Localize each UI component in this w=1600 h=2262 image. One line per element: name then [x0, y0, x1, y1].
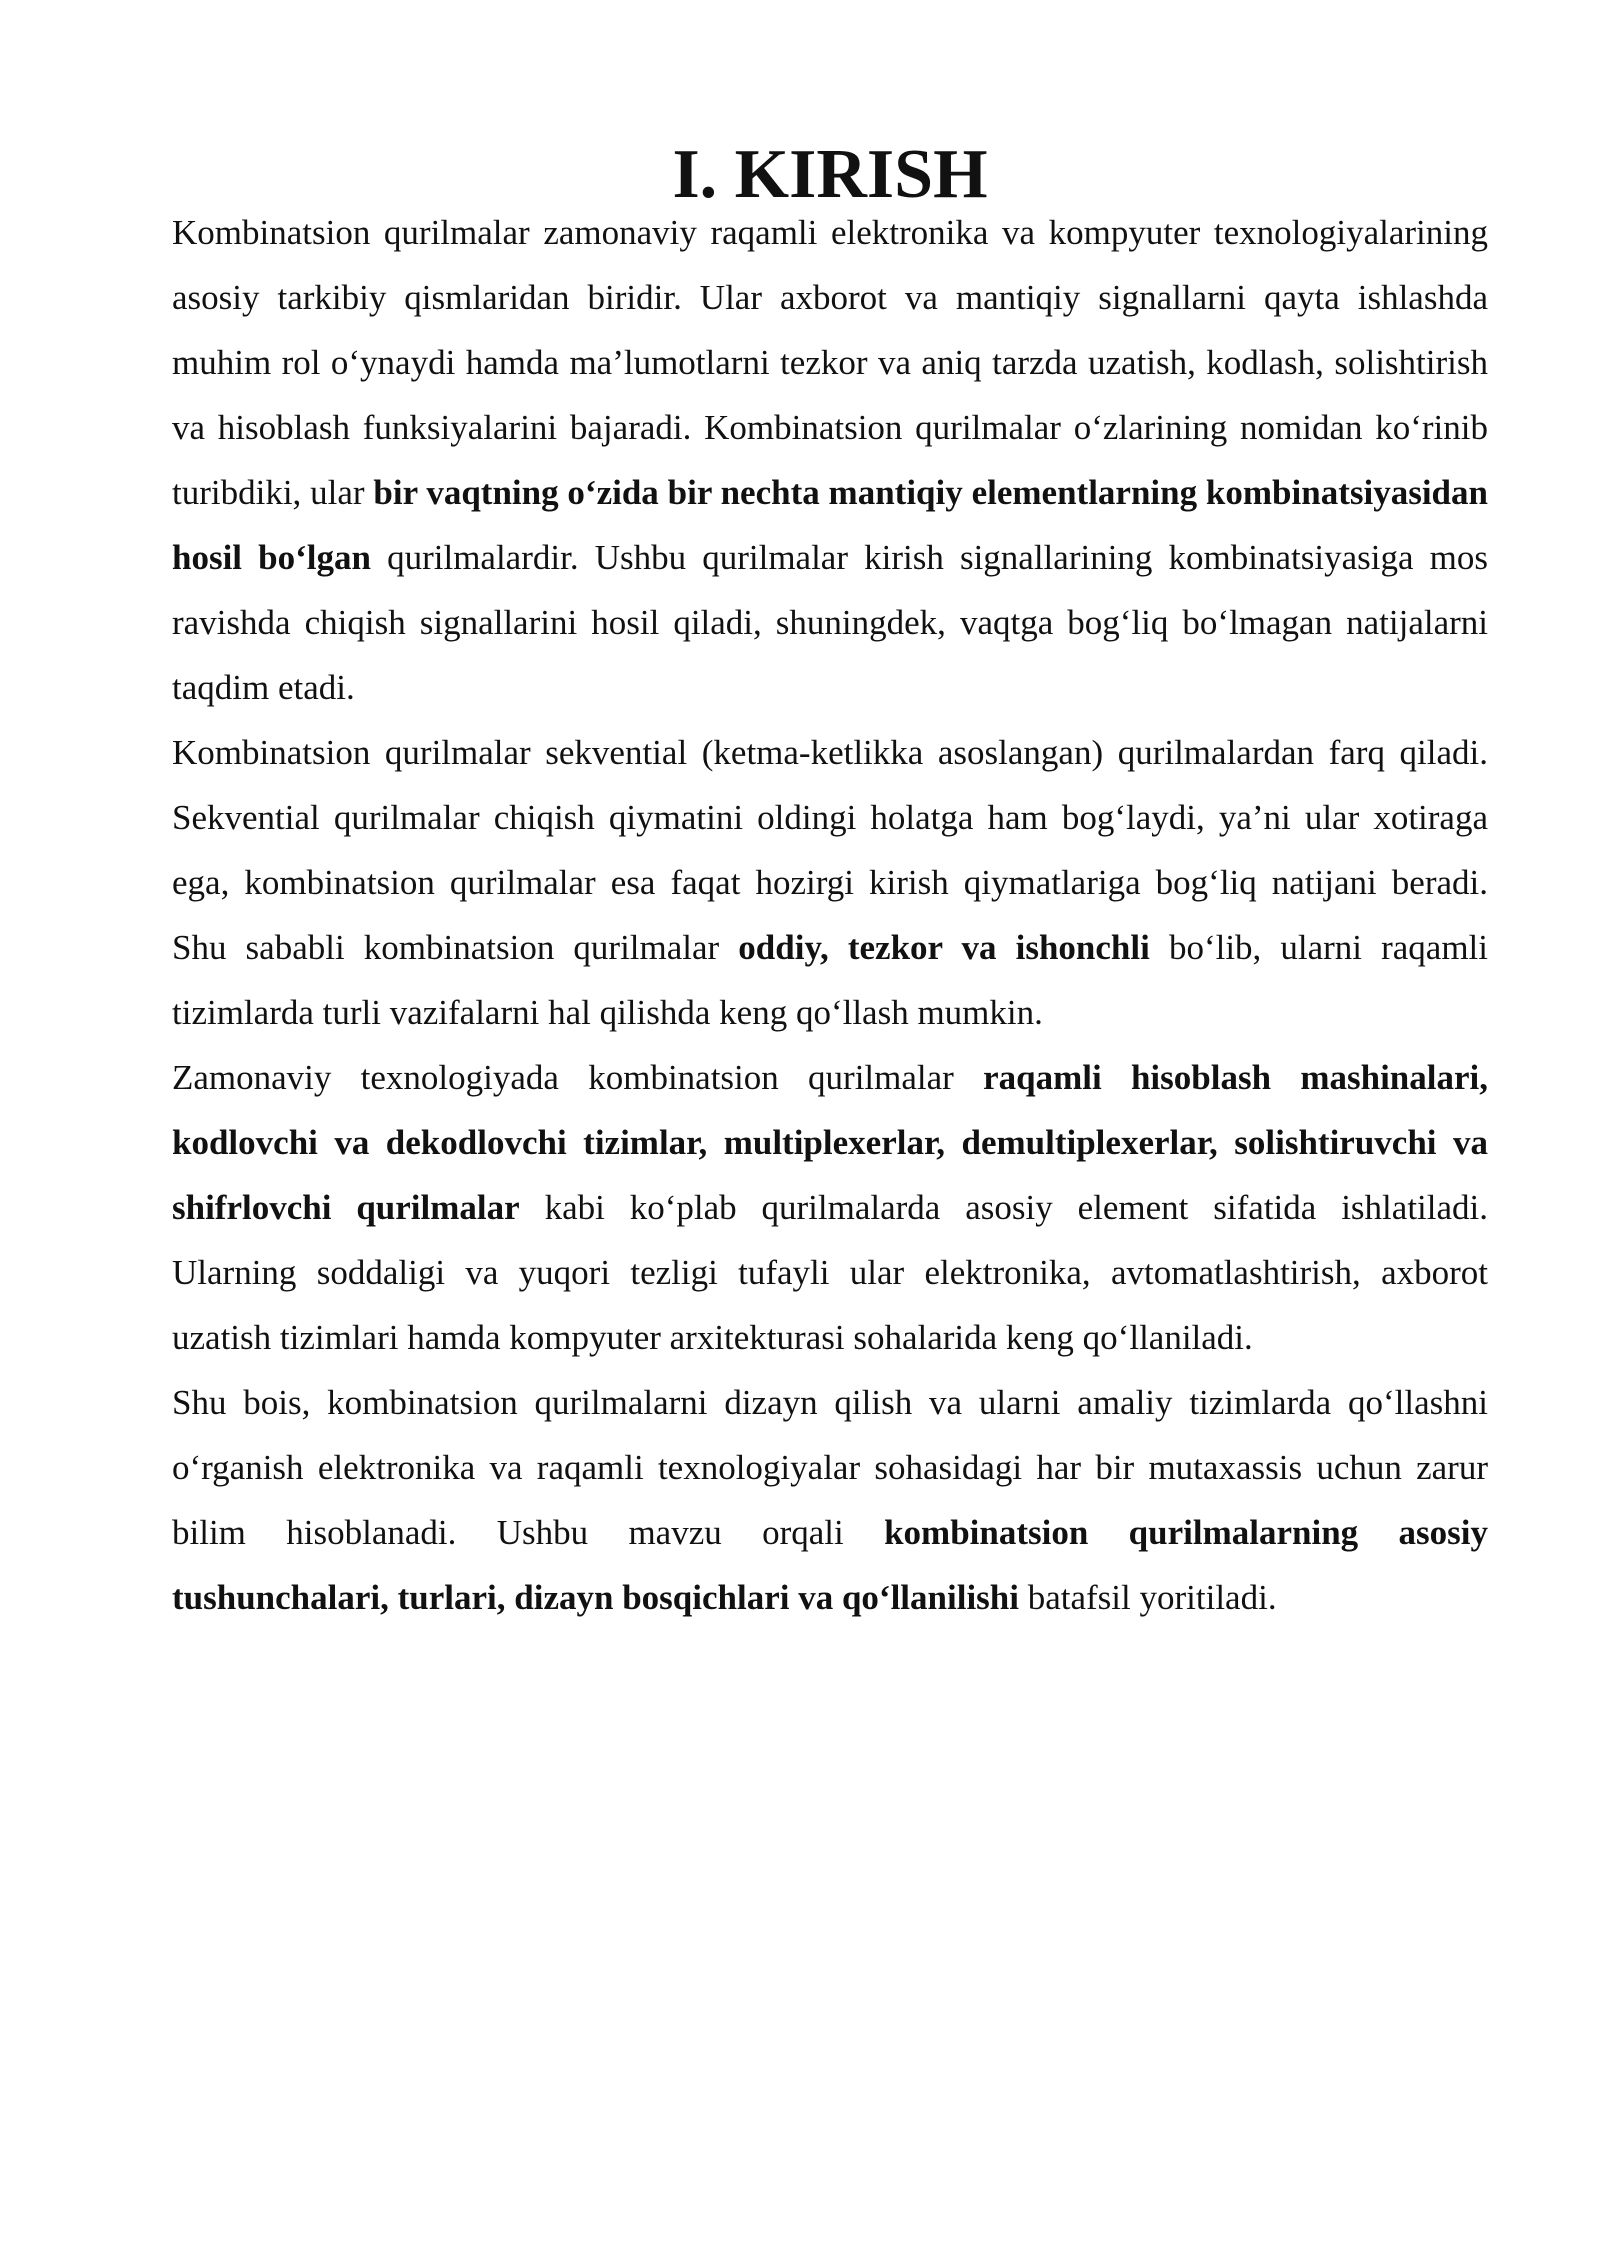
- text-run: kabi ko‘plab qurilmalarda asosiy element sifatida ishlatiladi. Ularning soddaligi va yuqori tezligi tufayli ular elektronika, avtomatlashtirish, axborot uzatish tizimlari hamda kompyuter arxitekturasi sohalarida keng qo‘llaniladi.: [172, 1188, 1488, 1357]
- text-run: qurilmalardir. Ushbu qurilmalar kirish signallarining kombinatsiyasiga mos ravishda chiqish signallarini hosil qiladi, shuningdek, vaqtga bog‘liq bo‘lmagan natijalarni taqdim etadi.: [172, 538, 1488, 707]
- text-run: Shu bois, kombinatsion qurilmalarni dizayn qilish va ularni amaliy tizimlarda qo‘llashni o‘rganish elektronika va raqamli texnologiyalar sohasidagi har bir mutaxassis uchun zarur bilim hisoblanadi. Ushbu mavzu orqali: [172, 1383, 1488, 1552]
- document-page: [172, 136, 1489, 1630]
- text-run: batafsil yoritiladi.: [1018, 1578, 1277, 1617]
- paragraph-conclusion: [172, 1370, 1488, 1630]
- text-run: Kombinatsion qurilmalar zamonaviy raqamli elektronika va kompyuter texnologiyalarining asosiy tarkibiy qismlaridan biridir. Ular axborot va mantiqiy signallarni qayta ishlashda muhim rol o‘ynaydi hamda ma’lumotlarni tezkor va aniq tarzda uzatish, kodlash, solishtirish va hisoblash funksiyalarini bajaradi. Kombinatsion qurilmalar o‘zlarining nomidan ko‘rinib turibdiki, ular: [172, 213, 1488, 512]
- paragraph-intro: [172, 200, 1488, 720]
- bold-text-run: kombinatsion qurilmalarning asosiy tushunchalari, turlari, dizayn bosqichlari va qo‘llanilishi: [172, 1513, 1488, 1617]
- bold-text-run: raqamli hisoblash mashinalari, kodlovchi va dekodlovchi tizimlar, multiplexerlar, demultiplexerlar, solishtiruvchi va shifrlovchi qurilmalar: [172, 1058, 1488, 1227]
- section-heading: I. KIRISH: [672, 136, 988, 213]
- bold-text-run: oddiy, tezkor va ishonchli: [738, 928, 1150, 967]
- bold-text-run: bir vaqtning o‘zida bir nechta mantiqiy elementlarning kombinatsiyasidan hosil bo‘lgan: [172, 473, 1488, 577]
- paragraph-applications: [172, 1045, 1488, 1370]
- text-run: bo‘lib, ularni raqamli tizimlarda turli vazifalarni hal qilishda keng qo‘llash mumkin.: [172, 928, 1489, 1032]
- paragraph-comparison: [172, 720, 1488, 1045]
- text-run: Kombinatsion qurilmalar sekvential (ketma-ketlikka asoslangan) qurilmalardan farq qiladi. Sekvential qurilmalar chiqish qiymatini oldingi holatga ham bog‘laydi, ya’ni ular xotiraga ega, kombinatsion qurilmalar esa faqat hozirgi kirish qiymatlariga bog‘liq natijani beradi. Shu sababli kombinatsion qurilmalar: [172, 733, 1488, 967]
- text-run: Zamonaviy texnologiyada kombinatsion qurilmalar: [172, 1058, 984, 1097]
